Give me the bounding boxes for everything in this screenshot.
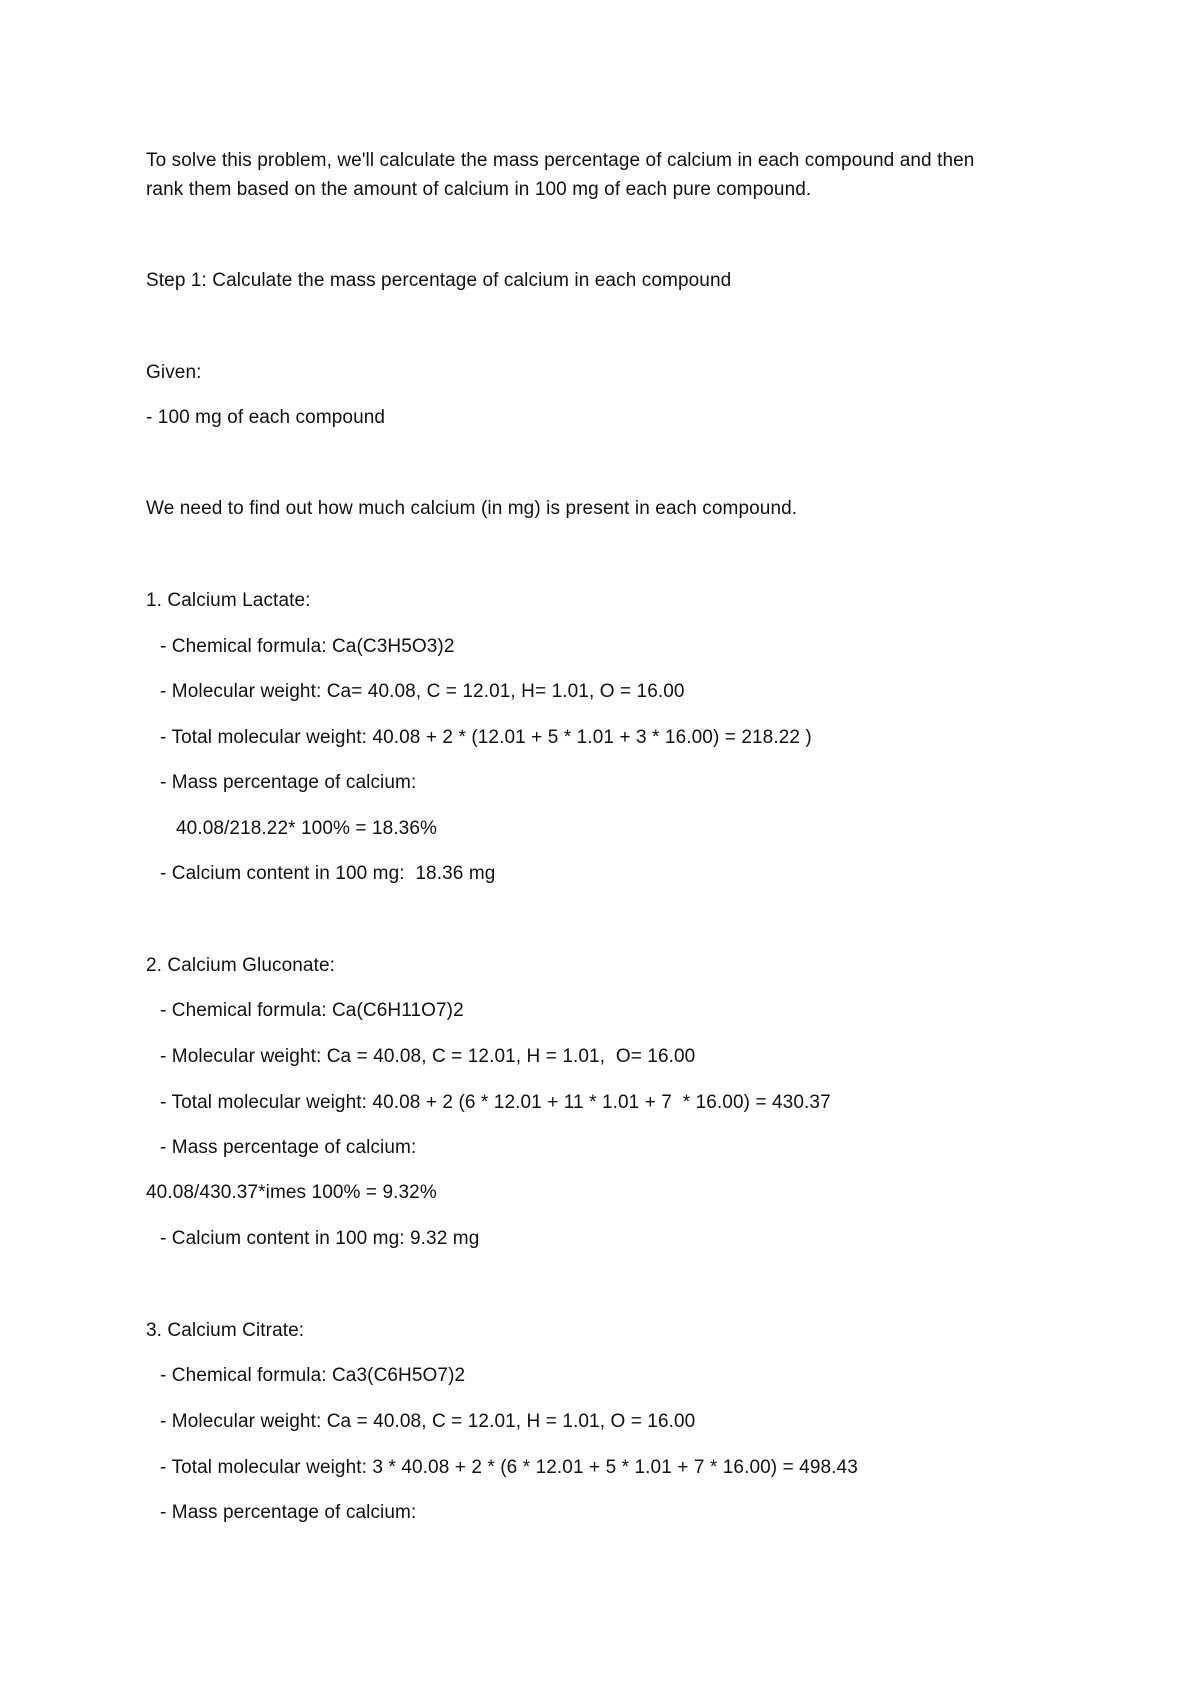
compound-3-total-weight: - Total molecular weight: 3 * 40.08 + 2 * (6 * 12.01 + 5 * 1.01 + 7 * 16.00) = 498.43	[160, 1457, 858, 1478]
compound-1-title: 1. Calcium Lactate:	[146, 590, 311, 611]
intro-line-2: rank them based on the amount of calcium in 100 mg of each pure compound.	[146, 179, 812, 200]
compound-1-total-weight: - Total molecular weight: 40.08 + 2 * (12.01 + 5 * 1.01 + 3 * 16.00) = 218.22 )	[160, 727, 812, 748]
compound-2-content: - Calcium content in 100 mg: 9.32 mg	[160, 1228, 480, 1249]
compound-3-molecular-weight: - Molecular weight: Ca = 40.08, C = 12.01, H = 1.01, O = 16.00	[160, 1411, 696, 1432]
compound-2-mass-pct-calc: 40.08/430.37*imes 100% = 9.32%	[146, 1182, 437, 1203]
step1-heading: Step 1: Calculate the mass percentage of calcium in each compound	[146, 270, 732, 291]
compound-3-title: 3. Calcium Citrate:	[146, 1320, 305, 1341]
given-label: Given:	[146, 362, 202, 383]
need-statement: We need to find out how much calcium (in mg) is present in each compound.	[146, 498, 798, 519]
compound-1-content: - Calcium content in 100 mg: 18.36 mg	[160, 863, 496, 884]
intro-line-1: To solve this problem, we'll calculate the mass percentage of calcium in each compound and then	[146, 150, 975, 171]
given-item: - 100 mg of each compound	[146, 407, 386, 428]
compound-2-total-weight: - Total molecular weight: 40.08 + 2 (6 * 12.01 + 11 * 1.01 + 7 * 16.00) = 430.37	[160, 1092, 831, 1113]
compound-1-formula: - Chemical formula: Ca(C3H5O3)2	[160, 636, 455, 657]
compound-1-mass-pct-label: - Mass percentage of calcium:	[160, 772, 417, 793]
compound-2-formula: - Chemical formula: Ca(C6H11O7)2	[160, 1000, 464, 1021]
compound-3-mass-pct-label: - Mass percentage of calcium:	[160, 1502, 417, 1523]
compound-1-molecular-weight: - Molecular weight: Ca= 40.08, C = 12.01, H= 1.01, O = 16.00	[160, 681, 685, 702]
compound-2-molecular-weight: - Molecular weight: Ca = 40.08, C = 12.01, H = 1.01, O= 16.00	[160, 1046, 696, 1067]
compound-2-mass-pct-label: - Mass percentage of calcium:	[160, 1137, 417, 1158]
compound-1-mass-pct-calc: 40.08/218.22* 100% = 18.36%	[176, 818, 437, 839]
compound-3-formula: - Chemical formula: Ca3(C6H5O7)2	[160, 1365, 466, 1386]
compound-2-title: 2. Calcium Gluconate:	[146, 955, 336, 976]
